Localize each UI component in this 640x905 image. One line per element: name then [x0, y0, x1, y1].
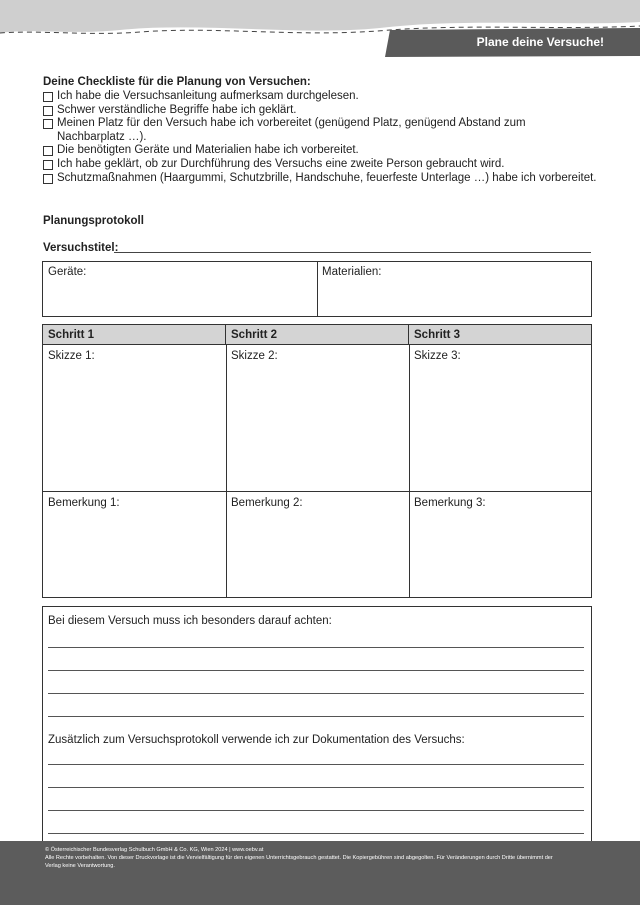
materialien-label: Materialien:	[322, 266, 382, 278]
versuchstitel-label: Versuchstitel:	[43, 242, 119, 254]
step-header-2: Schritt 2	[226, 325, 409, 345]
checkbox[interactable]	[43, 106, 53, 116]
skizze-1-label: Skizze 1:	[48, 350, 95, 362]
row-divider	[43, 491, 591, 492]
header-divider	[43, 344, 591, 345]
materialien-field[interactable]	[320, 282, 590, 314]
checklist-item-text-cont: Nachbarplatz …).	[57, 130, 147, 143]
geraete-label: Geräte:	[48, 266, 87, 278]
footer-text	[45, 846, 605, 870]
col-divider-1	[226, 345, 227, 597]
checklist-item-text: Ich habe die Versuchsanleitung aufmerksam durchgelesen.	[57, 90, 359, 102]
skizze-2-label: Skizze 2:	[231, 350, 278, 362]
steps-table	[42, 324, 592, 598]
rights-line: Alle Rechte vorbehalten. Von dieser Druckvorlage ist die Vervielfältigung für den eigenen Unterrichtsgebrauch gestattet. Die Kopiergebühren sind abgegolten. Für Veränderungen durch Dritte übernimmt der	[45, 855, 553, 861]
skizze-3-label: Skizze 3:	[414, 350, 461, 362]
writing-line[interactable]	[48, 833, 584, 834]
equipment-divider	[317, 262, 318, 316]
writing-line[interactable]	[48, 810, 584, 811]
versuchstitel-field[interactable]	[114, 252, 591, 253]
checkbox[interactable]	[43, 146, 53, 156]
checklist-item	[43, 144, 603, 158]
bemerkung-2-label: Bemerkung 2:	[231, 497, 303, 509]
header-decoration	[0, 0, 640, 60]
checkbox[interactable]	[43, 160, 53, 170]
checklist-item	[43, 117, 603, 144]
equipment-box	[42, 261, 592, 317]
geraete-field[interactable]	[44, 282, 314, 314]
writing-line[interactable]	[48, 716, 584, 717]
checklist-item	[43, 104, 603, 118]
footer	[0, 841, 640, 905]
writing-line[interactable]	[48, 693, 584, 694]
writing-line[interactable]	[48, 670, 584, 671]
copyright-line: © Österreichischer Bundesverlag Schulbuch GmbH & Co. KG, Wien 2024 | www.oebv.at	[45, 847, 264, 853]
attention-prompt: Bei diesem Versuch muss ich besonders darauf achten:	[48, 615, 332, 627]
checklist-title: Deine Checkliste für die Planung von Versuchen:	[43, 76, 311, 88]
col-divider-2	[409, 345, 410, 597]
documentation-prompt: Zusätzlich zum Versuchsprotokoll verwende ich zur Dokumentation des Versuchs:	[48, 734, 465, 746]
writing-line[interactable]	[48, 647, 584, 648]
checklist-item	[43, 90, 603, 104]
checklist	[43, 90, 603, 185]
checkbox[interactable]	[43, 119, 53, 129]
checklist-item-text: Schutzmaßnahmen (Haargummi, Schutzbrille, Handschuhe, feuerfeste Unterlage …) habe ich vorbereitet.	[57, 171, 597, 184]
checklist-item	[43, 172, 603, 186]
checklist-item-text: Ich habe geklärt, ob zur Durchführung des Versuchs eine zweite Person gebraucht wird.	[57, 157, 505, 170]
step-header-3: Schritt 3	[409, 325, 591, 345]
bemerkung-1-label: Bemerkung 1:	[48, 497, 120, 509]
writing-line[interactable]	[48, 764, 584, 765]
checklist-item-text: Schwer verständliche Begriffe habe ich geklärt.	[57, 103, 297, 116]
checkbox[interactable]	[43, 174, 53, 184]
writing-line[interactable]	[48, 787, 584, 788]
checklist-item-text: Die benötigten Geräte und Materialien habe ich vorbereitet.	[57, 144, 359, 157]
checkbox[interactable]	[43, 92, 53, 102]
banner-title: Plane deine Versuche!	[476, 35, 604, 49]
bemerkung-3-label: Bemerkung 3:	[414, 497, 486, 509]
step-header-1: Schritt 1	[43, 325, 226, 345]
checklist-item-text: Meinen Platz für den Versuch habe ich vorbereitet (genügend Platz, genügend Abstand zum	[57, 117, 526, 130]
responsibility-line: Verlag keine Verantwortung.	[45, 863, 115, 869]
protocol-title: Planungsprotokoll	[43, 215, 144, 227]
checklist-item	[43, 158, 603, 172]
